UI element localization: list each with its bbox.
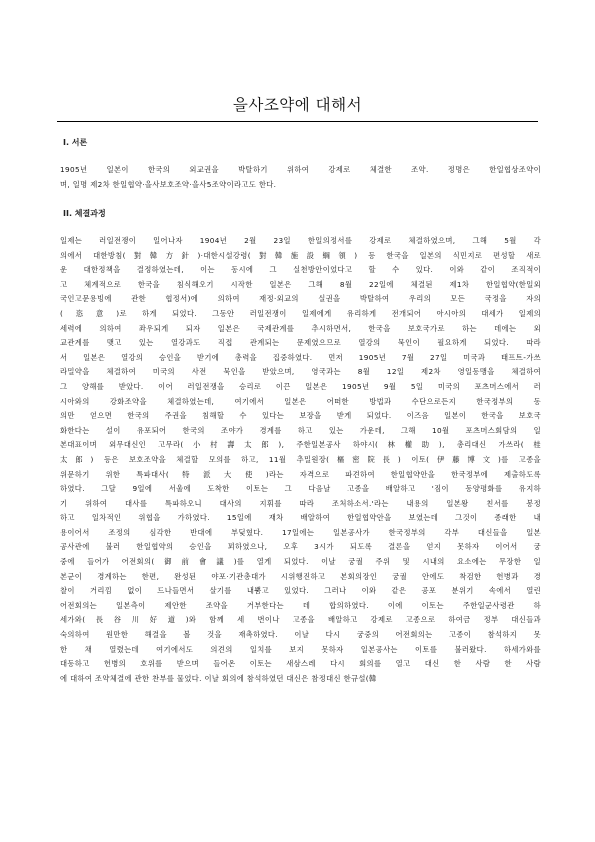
- body-text-line: 기 위하여 대사를 특파하오니 대사의 지휘를 따라 조처하소서.'라는 내용의 일본왕 친서를 봉정: [60, 498, 541, 508]
- section-heading-process: II. 체결과정: [63, 209, 106, 218]
- body-text-line: 의만 얻으면 한국의 주권을 침해할 수 있다는 보장을 받게 되었다. 이즈음 일본이 한국을 보호국: [60, 411, 541, 421]
- body-text-line: 위문하기 위한 특파대사(特派大使)라는 자격으로 파견하여 한일협약안을 한국정부에 제출하도록: [60, 469, 541, 479]
- body-text-line: 하고 일차적인 위협을 가하였다. 15일에 재차 배알하여 한일협약안을 보였는데 그것이 종래한 내: [60, 513, 541, 523]
- section-body-intro: [60, 163, 541, 192]
- body-text-line: 한 채 열렸는데 여기에서도 의견의 일치를 보지 못하자 일본공사는 이토를 불러왔다. 하세가와를: [60, 644, 541, 654]
- section-body-process: [60, 234, 541, 686]
- body-text-line: 에 대하여 조약체결에 관한 찬부를 물었다. 이날 회의에 참석하였던 대신은 참정대신 한규설(韓: [60, 673, 377, 683]
- body-text-line: 세가와(長谷川好道)와 함께 세 번이나 고종을 배알하고 강제로 고종으로 하여금 정부 대신들과: [60, 615, 541, 625]
- body-text-line: 의에서 대한방침(對韓方針)·대한시설강령(對韓施設綱領) 등 한국을 일본의 식민지로 편성할 새로: [60, 250, 541, 260]
- body-text-line: 국인고문용빙에 관한 협정서)에 의하여 재정·외교의 실권을 박탈하여 우리의 모든 국정을 자의: [60, 294, 541, 304]
- body-text-line: 본군이 경계하는 한편, 완성된 야포·기관총대가 시위행진하고 본회의장인 궁궐 안에도 착검한 헌병과 경: [60, 571, 541, 581]
- title-divider: [57, 121, 538, 122]
- body-text-line: 하였다. 그달 9일에 서울에 도착한 이토는 그 다음날 고종을 배알하고 '짐이 동양평화를 유지하: [60, 484, 541, 494]
- body-text-line: 찰이 거리낌 없이 드나들면서 살기를 내뿜고 있었다. 그러나 이와 같은 공포 분위기 속에서 열린: [60, 586, 541, 596]
- body-text-line: 본대표이며 외무대신인 고무라(小村壽太郎), 주한일본공사 하야시(林權助), 총리대신 가쓰라(桂: [60, 440, 541, 450]
- body-text-line: 어전회의는 일본측이 제안한 조약을 거부한다는 데 합의하였다. 이에 이토는 주한일군사령관 하: [60, 600, 541, 610]
- body-text-line: 太郎) 등은 보호조약을 체결할 모의를 하고, 11월 추밀원장(樞密院長) 이토(伊藤博文)를 고종을: [60, 454, 541, 464]
- body-text-line: 대동하고 헌병의 호위를 받으며 들어온 이토는 새삼스레 다시 회의를 열고 대신 한 사람 한 사람: [60, 659, 541, 669]
- body-text-line: 중에 들어가 어전회의(御前會議)를 열게 되었다. 이날 궁궐 주위 및 시내의 요소에는 무장한 일: [60, 557, 541, 567]
- body-text-line: 그 양해를 받았다. 이어 러일전쟁을 승리로 이끈 일본은 1905년 9월 5일 미국의 포츠머스에서 러: [60, 381, 541, 391]
- body-text-line: 세력에 의하여 좌우되게 되자 일본은 국제관계를 추시하면서, 한국을 보호국가로 하는 데에는 외: [60, 323, 541, 333]
- body-text-line: 공사관에 불러 한일협약의 승인을 꾀하였으나, 오후 3시가 되도록 결론을 얻지 못하자 이어서 궁: [60, 542, 541, 552]
- body-text-line: 라밀약을 체결하여 미국의 사전 묵인을 받았으며, 영국과는 8월 12일 제2차 영일동맹을 체결하여: [60, 367, 541, 377]
- body-text-line: 1905년 일본이 한국의 외교권을 박탈하기 위하여 강제로 체결한 조약. 정명은 한일협상조약이: [60, 165, 541, 174]
- section-heading-intro: I. 서론: [63, 138, 88, 147]
- body-text-line: 고 체계적으로 한국을 침식해오기 시작한 일본은 그해 8월 22일에 체결된 제1차 한일협약(한일외: [60, 279, 541, 289]
- body-text-line: 용이어서 조정의 심각한 반대에 부딪혔다. 17일에는 일본공사가 한국정부의 각부 대신들을 일본: [60, 527, 541, 537]
- body-text-line: 교관계를 맺고 있는 열강과도 직접 관계되는 문제였으므로 열강의 묵인이 필요하게 되었다. 따라: [60, 338, 541, 348]
- body-text-line: 화한다는 설이 유포되어 한국의 조야가 경계를 하고 있는 가운데, 그해 10월 포츠머스회담의 일: [60, 425, 541, 435]
- body-text-line: 시아와의 강화조약을 체결하였는데, 여기에서 일본은 어떠한 방법과 수단으로든지 한국정부의 동: [60, 396, 541, 406]
- body-text-line: 서 일본은 열강의 승인을 받기에 총력을 집중하였다. 먼저 1905년 7월 27일 미국과 태프트-가쓰: [60, 352, 541, 362]
- body-text-line: 일제는 러일전쟁이 일어나자 1904년 2월 23일 한일의정서를 강제로 체결하였으며, 그해 5월 각: [60, 236, 541, 245]
- body-text-line: (恣意)로 하게 되었다. 그동안 러일전쟁이 일제에게 유리하게 전개되어 아시아의 대세가 일제의: [60, 308, 541, 318]
- body-text-line: 숙의하여 원만한 해결을 볼 것을 재촉하였다. 이날 다시 궁중의 어전회의는 고종이 참석하지 못: [60, 630, 541, 640]
- body-text-line: 운 대한정책을 결정하였는데, 이는 동시에 그 실천방안이었다고 할 수 있다. 이와 같이 조직적이: [60, 265, 541, 275]
- page-title: 을사조약에 대해서: [232, 96, 363, 114]
- body-text-line: 며, 일명 제2차 한일협약·을사보호조약·을사5조약이라고도 한다.: [60, 179, 277, 189]
